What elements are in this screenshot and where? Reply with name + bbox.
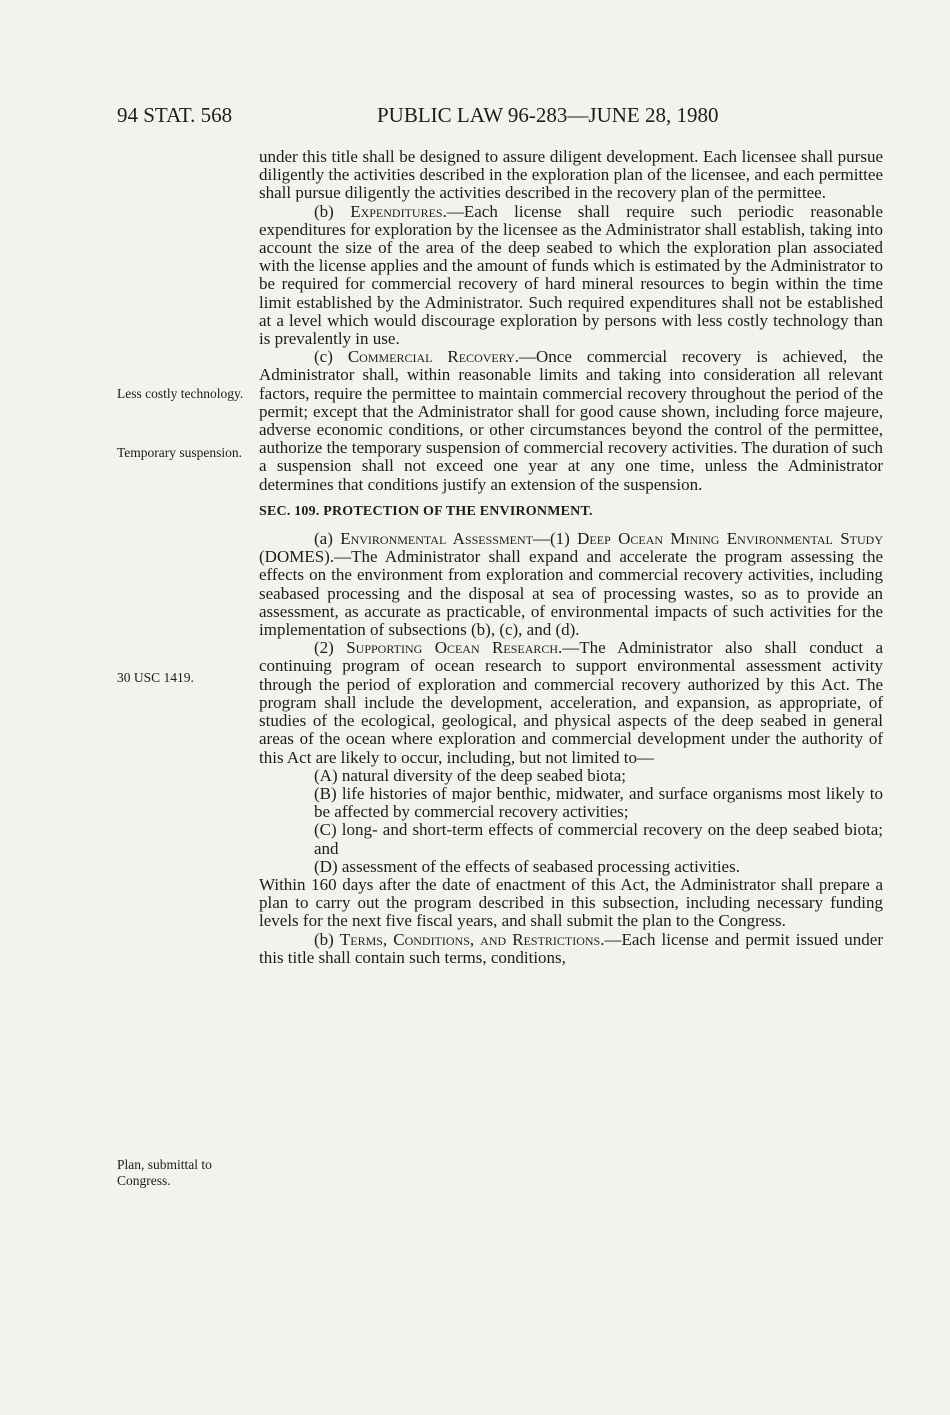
list-item: (A) natural diversity of the deep seabed biota;	[314, 765, 627, 785]
subsection-heading: Commercial Recovery.	[347, 347, 520, 367]
paragraph-terms-conditions	[259, 931, 883, 967]
margin-note-plan-submittal: Plan, submittal to Congress.	[117, 1157, 212, 1188]
subsection-text: —Each license and permit issued under this title shall contain such terms, conditions,	[259, 929, 883, 967]
paragraph-plan-submittal: Within 160 days after the date of enactment of this Act, the Administrator shall prepare a plan to carry out the program described in this subsection, including necessary funding levels for the next five fiscal years, and shall submit the plan to the Congress.	[259, 874, 883, 931]
paragraph-text: —The Administrator also shall conduct a continuing program of ocean research to support environmental assessment activity through the period of exploration and commercial recovery authorized by this Act. The program shall include the development, acceleration, and expansion, as appropriate, of studies of the ecological, geological, and physical aspects of the deep seabed in general areas of the ocean where exploration and commercial development under the authority of this Act are likely to occur, including, but not limited to—	[259, 638, 883, 767]
subsection-heading: Environmental Assessment	[340, 529, 533, 549]
section-heading: SEC. 109. PROTECTION OF THE ENVIRONMENT.	[259, 503, 593, 519]
paragraph-environmental-assessment	[259, 530, 883, 639]
paragraph-text: —The Administrator shall expand and accelerate the program assessing the effects on the environment from exploration and commercial recovery activities, including seabased processing and the disposal at sea of processing wastes, so as to provide an assessment, as accurate as practicable, of environmental impacts of such activities for the implementation of subsections (b), (c), and (d).	[259, 547, 883, 640]
margin-note-usc-citation: 30 USC 1419.	[117, 670, 194, 685]
margin-note-temporary-suspension: Temporary suspension.	[117, 445, 243, 460]
subsection-label: (b)	[314, 201, 351, 221]
margin-note-less-costly: Less costly technology.	[117, 386, 244, 401]
paragraph-expenditures	[259, 203, 883, 349]
main-text-column	[259, 148, 883, 967]
list-item: (B) life histories of major benthic, midwater, and surface organisms most likely to be affected by commercial recovery activities;	[314, 783, 883, 822]
subsection-heading: Terms, Conditions, and Restrictions.	[339, 929, 605, 949]
subsection-label: (b)	[314, 929, 340, 949]
paragraph-commercial-recovery	[259, 348, 883, 494]
stat-page-number: 94 STAT. 568	[117, 103, 233, 127]
paragraph-supporting-research	[259, 639, 883, 766]
subsection-heading: Expenditures.	[350, 201, 447, 221]
paragraph-abbrev: (DOMES).	[259, 547, 335, 567]
paragraph-heading: Supporting Ocean Research.	[346, 638, 563, 658]
list-item: (D) assessment of the effects of seabased processing activities.	[314, 856, 740, 876]
list-item: (C) long- and short-term effects of commercial recovery on the deep seabed biota; and	[314, 820, 883, 858]
subsection-label: (c)	[314, 347, 348, 367]
running-header: PUBLIC LAW 96-283—JUNE 28, 1980	[377, 103, 719, 127]
subsection-text: —Once commercial recovery is achieved, the Administrator shall, within reasonable limits and taking into consideration all relevant factors, require the permittee to maintain commercial recovery throughout the period of the permit; except that the Administrator shall for good cause shown, including force majeure, adverse economic conditions, or other circumstances beyond the control of the permittee, authorize the temporary suspension of commercial recovery activities. The duration of such a suspension shall not exceed one year at any one time, unless the Administrator determines that conditions justify an extension of the suspension.	[259, 347, 883, 494]
subsection-text: —Each license shall require such periodic reasonable expenditures for exploration by the licensee as the Administrator shall establish, taking into account the size of the area of the deep seabed to which the exploration plan associated with the license applies and the amount of funds which is estimated by the Administrator to be required for commercial recovery of hard mineral resources to begin within the time limit established by the Administrator. Such required expenditures shall not be established at a level which would discourage exploration by persons with less costly technology than is prevalently in use.	[259, 201, 883, 349]
subsection-label: (a)	[314, 529, 341, 549]
subsection-dash: —(1)	[532, 529, 578, 549]
paragraph-label: (2)	[314, 638, 347, 658]
paragraph-heading: Deep Ocean Mining Environmental Study	[577, 529, 883, 549]
paragraph-continuation: under this title shall be designed to assure diligent development. Each licensee shall pursue diligently the activities described in the exploration plan of the licensee, and each permittee shall pursue diligently the activities described in the recovery plan of the permittee.	[259, 147, 883, 203]
